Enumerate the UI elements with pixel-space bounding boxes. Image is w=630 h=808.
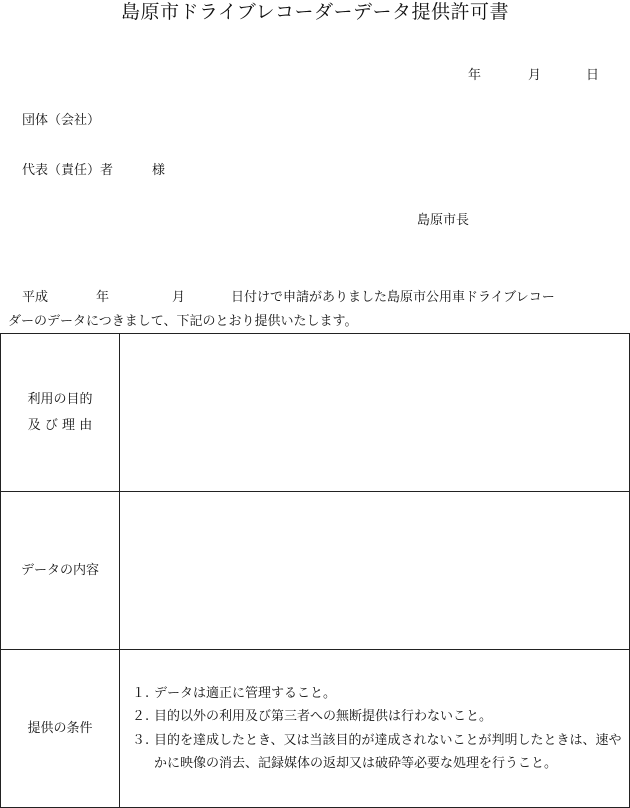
conditions-list — [120, 682, 629, 776]
condition-text: 目的以外の利用及び第三者への無断提供は行わないこと。 — [154, 709, 493, 724]
content-row — [1, 492, 630, 650]
condition-item — [132, 729, 629, 776]
intro-era: 平成 — [22, 290, 49, 305]
date-year-label: 年 — [468, 68, 482, 83]
intro-text-line2: ダーのデータにつきまして、下記のとおり提供いたします。 — [8, 314, 358, 329]
content-label: データの内容 — [1, 492, 120, 650]
recipient-honorific: 様 — [152, 163, 166, 178]
conditions-label: 提供の条件 — [1, 650, 120, 808]
intro-year: 年 — [96, 290, 110, 305]
condition-text: 目的を達成したとき、又は当該目的が達成されないことが判明したときは、速やかに映像の消去、記録媒体の返却又は破砕等必要な処理を行うこと。 — [154, 732, 622, 771]
intro-month: 月 — [172, 290, 186, 305]
purpose-label-line1: 利用の目的 — [27, 391, 93, 407]
condition-number: ３. — [132, 732, 150, 748]
condition-number: ２. — [132, 709, 150, 724]
issuer-name: 島原市長 — [417, 213, 470, 228]
content-value-cell[interactable] — [120, 492, 630, 650]
purpose-label-line2: 及 び 理 由 — [27, 417, 93, 433]
conditions-row — [1, 650, 630, 808]
recipient-organization-label: 団体（会社） — [22, 113, 101, 128]
intro-text-line1: 日付けで申請がありました島原市公用車ドライブレコー — [231, 290, 555, 305]
purpose-value-cell[interactable] — [120, 334, 630, 492]
condition-number: １. — [132, 685, 150, 701]
date-month-label: 月 — [528, 68, 542, 83]
condition-text: データは適正に管理すること。 — [154, 685, 337, 701]
recipient-representative-label: 代表（責任）者 — [22, 163, 114, 178]
purpose-row — [1, 334, 630, 492]
purpose-label — [1, 334, 120, 492]
condition-item — [132, 705, 629, 729]
document-title: 島原市ドライブレコーダーデータ提供許可書 — [120, 1, 510, 23]
permit-details-table — [0, 333, 630, 808]
conditions-cell — [120, 650, 630, 808]
condition-item — [132, 682, 629, 706]
date-day-label: 日 — [586, 68, 600, 83]
